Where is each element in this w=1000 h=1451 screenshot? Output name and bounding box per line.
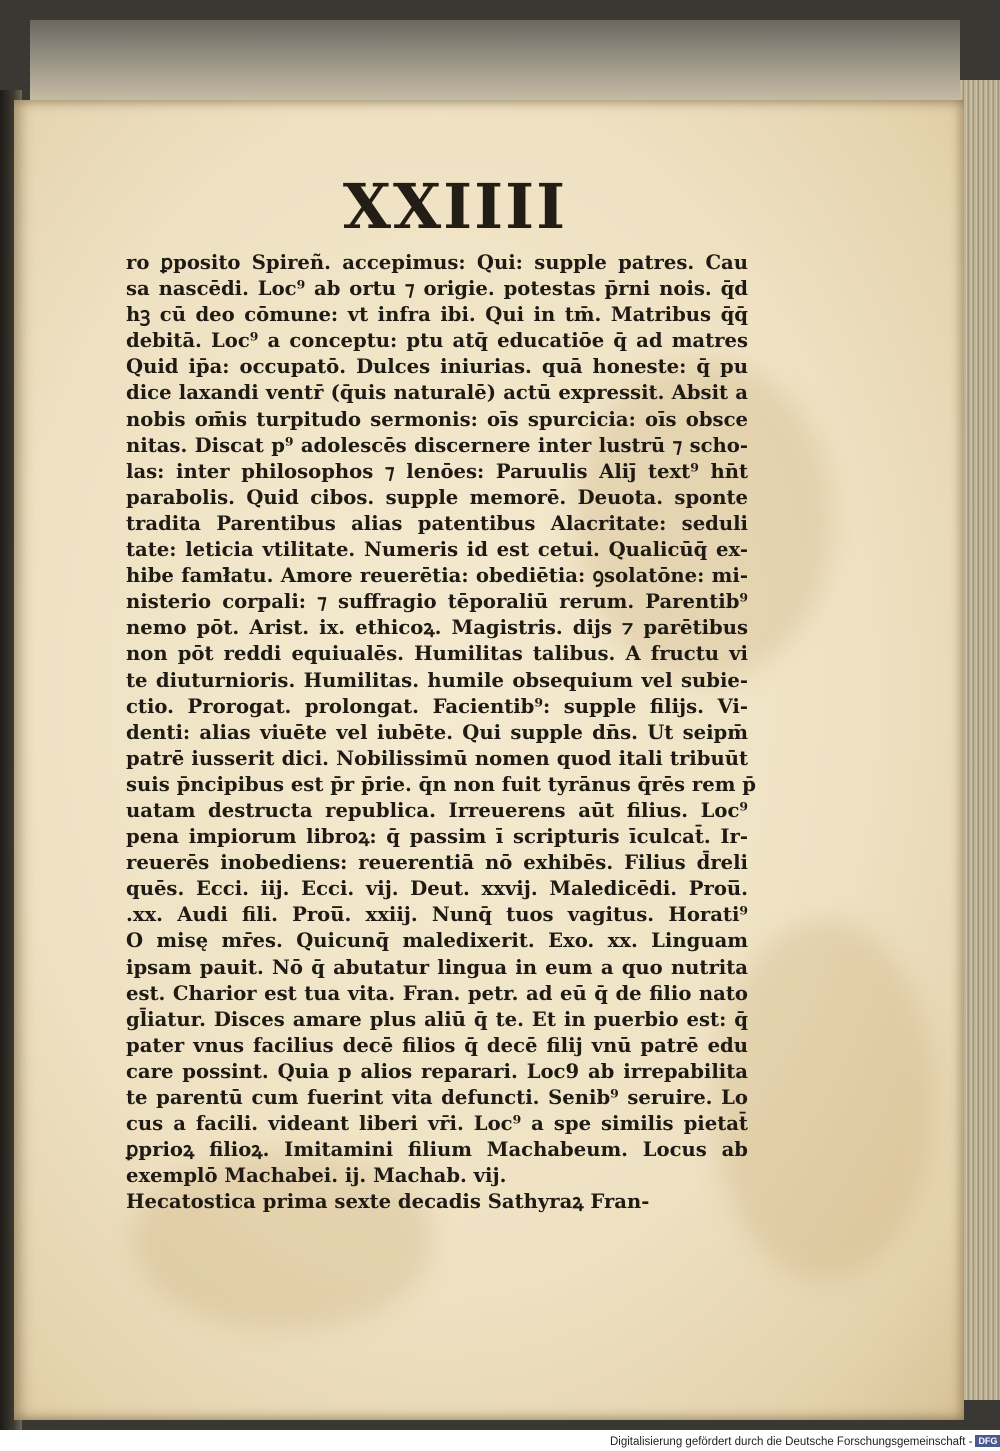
text-line: sa nascēdi. Loc⁹ ab ortu ⁊ origie. potestas p̄rni nois. q̄d [126,277,748,301]
text-line: hꝫ cū deo cōmune: vt infra ibi. Qui in tm̄. Matribus q̄q̄ [126,303,748,327]
text-line: uatam destructa republica. Irreuerens aūt filius. Loc⁹ [126,798,748,822]
dfg-logo: DFG [975,1435,1000,1447]
text-line: debitā. Loc⁹ a conceptu: ptu atq̄ educatiōe q̄ ad matres [126,329,748,353]
text-line: te diuturnioris. Humilitas. humile obsequium vel subie- [126,668,748,692]
text-line: care possint. Quia p alios reparari. Loc9 ab irrepabilita [126,1059,748,1083]
text-line: te parentū cum fuerint vita defuncti. Senib⁹ seruire. Lo [126,1086,748,1109]
text-line: nisterio corpali: ⁊ suffragio tēporaliū rerum. Parentib⁹ [126,590,748,614]
text-line: quēs. Ecci. iij. Ecci. vij. Deut. xxvij. Maledicēdi. Prou̅. [126,877,748,901]
text-line: O misę mr̄es. Quicunq̄ maledixerit. Exo. xx. Linguam [126,929,748,953]
text-line: suis p̄ncipibus est p̄r p̄rie. q̄n non fuit tyrānus q̄rēs rem p̄ [126,772,756,796]
text-line: dice laxandi ventr̄ (q̄uis naturalē) actū expressit. Absit a [126,381,748,405]
text-line: Hecatostica prima sexte decadis Sathyraꝝ Fran- [126,1190,650,1214]
text-line: Quid ip̄a: occupatō. Dulces iniurias. quā honeste: q̄ pu [126,355,748,379]
text-line: ꝑprioꝝ filioꝝ. Imitamini filium Machabeum. Locus ab [126,1138,748,1162]
page-stack-edge [960,80,1000,1400]
text-line: parabolis. Quid cibos. supple memorē. Deuota. sponte [126,485,748,509]
text-line: nemo pōt. Arist. ix. ethicoꝝ. Magistris. dijs ⁊ parētibus [126,616,748,640]
text-line: ctio. Prorogat. prolongat. Facientib⁹: supple filijs. Vi- [126,694,748,718]
text-line: tate: leticia vtilitate. Numeris id est cetui. Qualicūq̄ ex- [126,538,748,562]
text-line: gl̄iatur. Disces amare plus aliū q̄ te. Et in puerbio est: q̄ [126,1007,748,1031]
text-line: las: inter philosophos ⁊ lenōes: Paruulis Aliȷ̄ text⁹ hn̄t [126,459,748,483]
book-top-edge [30,20,960,110]
text-line: nobis om̄is turpitudo sermonis: oīs spurcicia: oīs obsce [126,407,748,431]
text-line: exemplō Machabei. ij. Machab. vij. [126,1164,507,1188]
text-line: ipsam pauit. Nō q̄ abutatur lingua in eum a quo nutrita [126,955,748,979]
text-line: tradita Parentibus alias patentibus Alacritate: seduli [126,511,748,535]
text-line: hibe famł̄atu. Amore reuerētia: obediētia: ꝯsolatōne: mi- [126,564,748,588]
text-line: reuerēs inobediens: reuerentiā nō exhibēs. Filius d̄reli [126,851,748,875]
text-line: nitas. Discat p⁹ adolescēs discernere inter lustrū ⁊ scho- [126,433,748,457]
text-line: non pōt reddi equiualēs. Humilitas talibus. A fructu vi [126,642,748,666]
text-line: est. Charior est tua vita. Fran. petr. ad eū q̄ de filio nato [126,981,748,1005]
text-line: cus a facili. videant liberi vr̄i. Loc⁹ a spe similis pietat̄ [126,1112,748,1136]
digitization-credit [610,1434,998,1450]
text-line: pater vnus facilius decē filios q̄ decē filij vnū patrē edu [126,1033,748,1057]
folio-number: XXIIII [342,170,568,243]
commentary-text [126,250,756,1215]
text-line: denti: alias viuēte vel iubēte. Qui supple dn̄s. Ut seipm̄ [126,720,748,744]
text-line: .xx. Audi fili. Prou̅. xxiij. Nunq̄ tuos vagitus. Horati⁹ [126,903,748,927]
text-line: ro ꝑposito Spireñ. accepimus: Qui: supple patres. Cau [126,251,748,274]
credit-text: Digitalisierung gefördert durch die Deutsche Forschungsgemeinschaft - [610,1436,973,1448]
text-line: pena impiorum libroꝝ: q̄ passim ī scripturis īculcat̄. Ir- [126,825,748,849]
text-line: patrē iusserit dici. Nobilissimū nomen quod itali tribuūt [126,746,748,770]
